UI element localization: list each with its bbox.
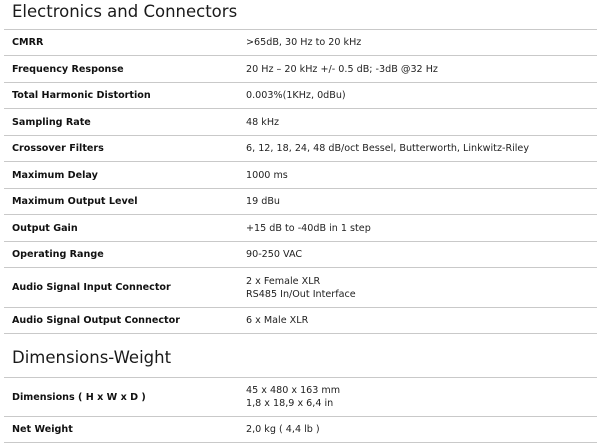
- spec-label: Total Harmonic Distortion: [4, 83, 238, 109]
- spec-value: [238, 30, 597, 56]
- spec-value-line: 48 kHz: [246, 116, 280, 128]
- spec-value: [238, 189, 597, 215]
- spec-value-line: +15 dB to -40dB in 1 step: [246, 222, 371, 234]
- spec-value-line: 0.003%(1KHz, 0dBu): [246, 90, 346, 101]
- spec-label: CMRR: [4, 30, 238, 56]
- spec-value-line: 19 dBu: [246, 196, 281, 207]
- spec-value-line: 1000 ms: [246, 169, 288, 181]
- spec-label: Maximum Output Level: [4, 189, 238, 215]
- spec-row-cmrr: [4, 30, 597, 56]
- electronics-spec-table: [4, 29, 597, 334]
- spec-value-line: 6, 12, 18, 24, 48 dB/oct Bessel, Butterworth, Linkwitz-Riley: [246, 143, 530, 154]
- spec-value-line: >65dB, 30 Hz to 20 kHz: [246, 37, 362, 48]
- spec-row-output-gain: [4, 215, 597, 242]
- spec-value: [238, 417, 597, 443]
- spec-row-maximum-output-level: [4, 189, 597, 215]
- spec-row-dimensions: [4, 378, 597, 417]
- spec-row-audio-input-connector: [4, 268, 597, 308]
- spec-value-line: 20 Hz – 20 kHz +/- 0.5 dB; -3dB @32 Hz: [246, 63, 438, 75]
- spec-value: [238, 268, 597, 308]
- section-title-electronics: Electronics and Connectors: [12, 2, 238, 21]
- spec-row-thd: [4, 83, 597, 109]
- spec-value-line: 6 x Male XLR: [246, 315, 309, 326]
- spec-value-line: 90-250 VAC: [246, 249, 303, 260]
- spec-value: [238, 162, 597, 189]
- spec-value: [238, 308, 597, 334]
- section-title-dimensions: Dimensions-Weight: [12, 348, 172, 367]
- spec-row-crossover-filters: [4, 136, 597, 162]
- dimensions-spec-table: [4, 377, 597, 443]
- spec-row-frequency-response: [4, 56, 597, 83]
- spec-label: Dimensions ( H x W x D ): [4, 378, 238, 417]
- spec-row-sampling-rate: [4, 109, 597, 136]
- spec-label: Frequency Response: [4, 56, 238, 83]
- spec-value-line: 1,8 x 18,9 x 6,4 in: [246, 398, 334, 409]
- spec-label: Output Gain: [4, 215, 238, 242]
- spec-label: Audio Signal Output Connector: [4, 308, 238, 334]
- spec-label: Crossover Filters: [4, 136, 238, 162]
- spec-label: Operating Range: [4, 242, 238, 268]
- spec-value-line: 2,0 kg ( 4,4 lb ): [246, 424, 320, 435]
- spec-label: Sampling Rate: [4, 109, 238, 136]
- spec-value-line: 2 x Female XLR: [246, 275, 321, 287]
- spec-value: [238, 242, 597, 268]
- spec-value: [238, 83, 597, 109]
- spec-value-line: RS485 In/Out Interface: [246, 288, 356, 300]
- spec-row-audio-output-connector: [4, 308, 597, 334]
- spec-value: [238, 215, 597, 242]
- spec-value-line: 45 x 480 x 163 mm: [246, 385, 341, 396]
- spec-row-maximum-delay: [4, 162, 597, 189]
- spec-value: [238, 109, 597, 136]
- spec-row-net-weight: [4, 417, 597, 443]
- spec-label: Audio Signal Input Connector: [4, 268, 238, 308]
- spec-row-operating-range: [4, 242, 597, 268]
- spec-value: [238, 378, 597, 417]
- spec-label: Net Weight: [4, 417, 238, 443]
- spec-label: Maximum Delay: [4, 162, 238, 189]
- spec-value: [238, 136, 597, 162]
- spec-value: [238, 56, 597, 83]
